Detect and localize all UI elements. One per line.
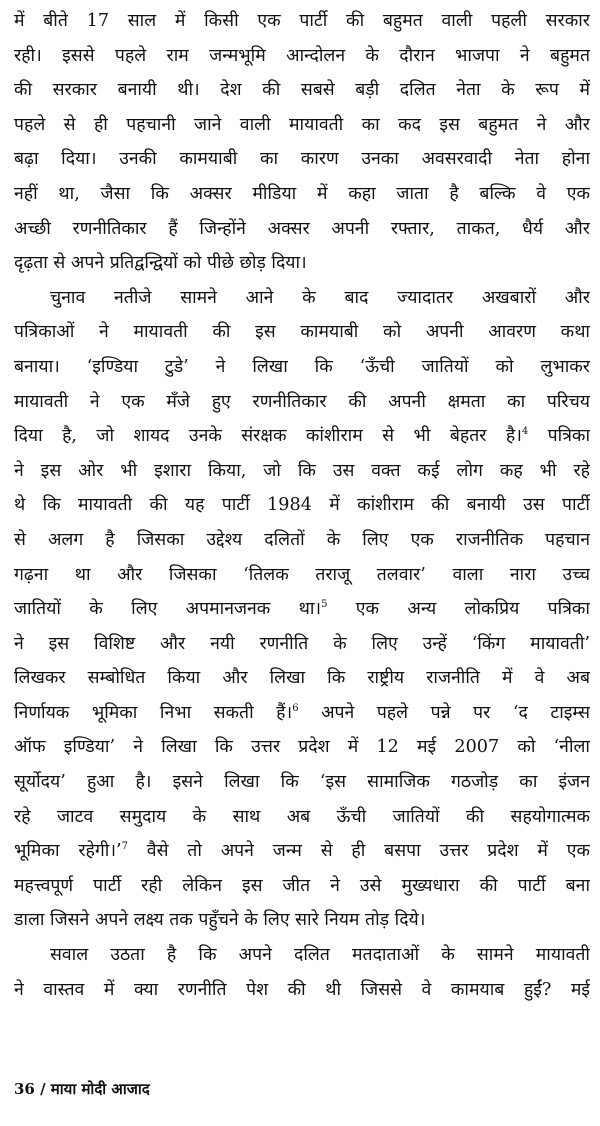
text-segment: भूमिका रहेगी।’ (14, 841, 122, 862)
text-line: पहले से ही पहचानी जाने वाली मायावती का कद इस बहुमत ने और (14, 114, 590, 135)
text-line: ऑफ इण्डिया’ ने लिखा कि उत्तर प्रदेश में 12 मई 2007 को ‘नीला (14, 737, 590, 758)
text-line: ने इस विशिष्ट और नयी रणनीति के लिए उन्हें ‘किंग मायावती’ (14, 633, 590, 654)
text-line: रहे जाटव समुदाय के साथ अब ऊँची जातियों की सहयोगात्मक (14, 806, 590, 827)
text-segment: अपने पहले पन्ने पर ‘द टाइम्स (298, 702, 590, 723)
text-segment: पत्रिका (528, 426, 590, 447)
text-segment: निर्णायक भूमिका निभा सकती हैं। (14, 702, 293, 723)
footnote-marker: 5 (321, 599, 328, 611)
text-line: अच्छी रणनीतिकार हैं जिन्होंने अक्सर अपनी रफ्तार, ताकत, धैर्य और (14, 218, 590, 239)
text-line-with-footnote (14, 834, 590, 869)
text-line: चुनाव नतीजे सामने आने के बाद ज्यादातर अखबारों और (50, 287, 590, 308)
text-line: रही। इससे पहले राम जन्मभूमि आन्दोलन के दौरान भाजपा ने बहुमत (14, 45, 590, 66)
page-footer: 36 / माया मोदी आजाद (14, 1080, 150, 1098)
footnote-marker: 7 (121, 841, 128, 853)
footnote-marker: 6 (292, 703, 299, 715)
text-line: नहीं था, जैसा कि अक्सर मीडिया में कहा जाता है बल्कि वे एक (14, 183, 590, 204)
text-line: से अलग है जिसका उद्देश्य दलितों के लिए एक राजनीतिक पहचान (14, 529, 590, 550)
text-line: गढ़ना था और जिसका ‘तिलक तराजू तलवार’ वाला नारा उच्च (14, 564, 590, 585)
text-segment: दिया है, जो शायद उनके संरक्षक कांशीराम से भी बेहतर है। (14, 426, 522, 447)
text-segment: वैसे तो अपने जन्म से ही बसपा उत्तर प्रदेश में एक (127, 841, 590, 862)
text-line: बनाया। ‘इण्डिया टुडे’ ने लिखा कि ‘ऊँची जातियों को लुभाकर (14, 356, 590, 377)
text-segment: एक अन्य लोकप्रिय पत्रिका (327, 599, 590, 620)
text-line: सूर्योदय’ हुआ है। इसने लिखा कि ‘इस सामाजिक गठजोड़ का इंजन (14, 772, 590, 793)
text-line: पत्रिकाओं ने मायावती की इस कामयाबी को अपनी आवरण कथा (14, 322, 590, 343)
body-text (14, 4, 590, 1007)
text-line: सवाल उठता है कि अपने दलित मतदाताओं के सामने मायावती (50, 945, 590, 966)
text-line: दृढ़ता से अपने प्रतिद्वन्द्वियों को पीछे छोड़ दिया। (14, 253, 307, 274)
footnote-marker: 4 (521, 426, 529, 438)
text-line-with-footnote (14, 592, 590, 627)
text-line: ने इस ओर भी इशारा किया, जो कि उस वक्त कई लोग कह भी रहे (14, 460, 590, 481)
text-line-with-footnote (14, 696, 590, 731)
text-line: महत्त्वपूर्ण पार्टी रही लेकिन इस जीत ने उसे मुख्यधारा की पार्टी बना (14, 875, 590, 896)
text-segment: जातियों के लिए अपमानजनक था। (14, 599, 322, 620)
text-line: लिखकर सम्बोधित किया और लिखा कि राष्ट्रीय राजनीति में वे अब (14, 668, 590, 689)
text-line: डाला जिसने अपने लक्ष्य तक पहुँचने के लिए सारे नियम तोड़ दिये। (14, 910, 426, 931)
text-line: ने वास्तव में क्या रणनीति पेश की थी जिससे वे कामयाब हुईं? मई (14, 979, 590, 1000)
text-line: की सरकार बनायी थी। देश की सबसे बड़ी दलित नेता के रूप में (14, 80, 590, 101)
text-line: बढ़ा दिया। उनकी कामयाबी का कारण उनका अवसरवादी नेता होना (14, 149, 590, 170)
text-line: मायावती ने एक मँजे हुए रणनीतिकार की अपनी क्षमता का परिचय (14, 391, 590, 412)
text-line-with-footnote (14, 419, 590, 454)
text-line: थे कि मायावती की यह पार्टी 1984 में कांशीराम की बनायी उस पार्टी (14, 495, 590, 516)
text-line: में बीते 17 साल में किसी एक पार्टी की बहुमत वाली पहली सरकार (14, 11, 590, 31)
